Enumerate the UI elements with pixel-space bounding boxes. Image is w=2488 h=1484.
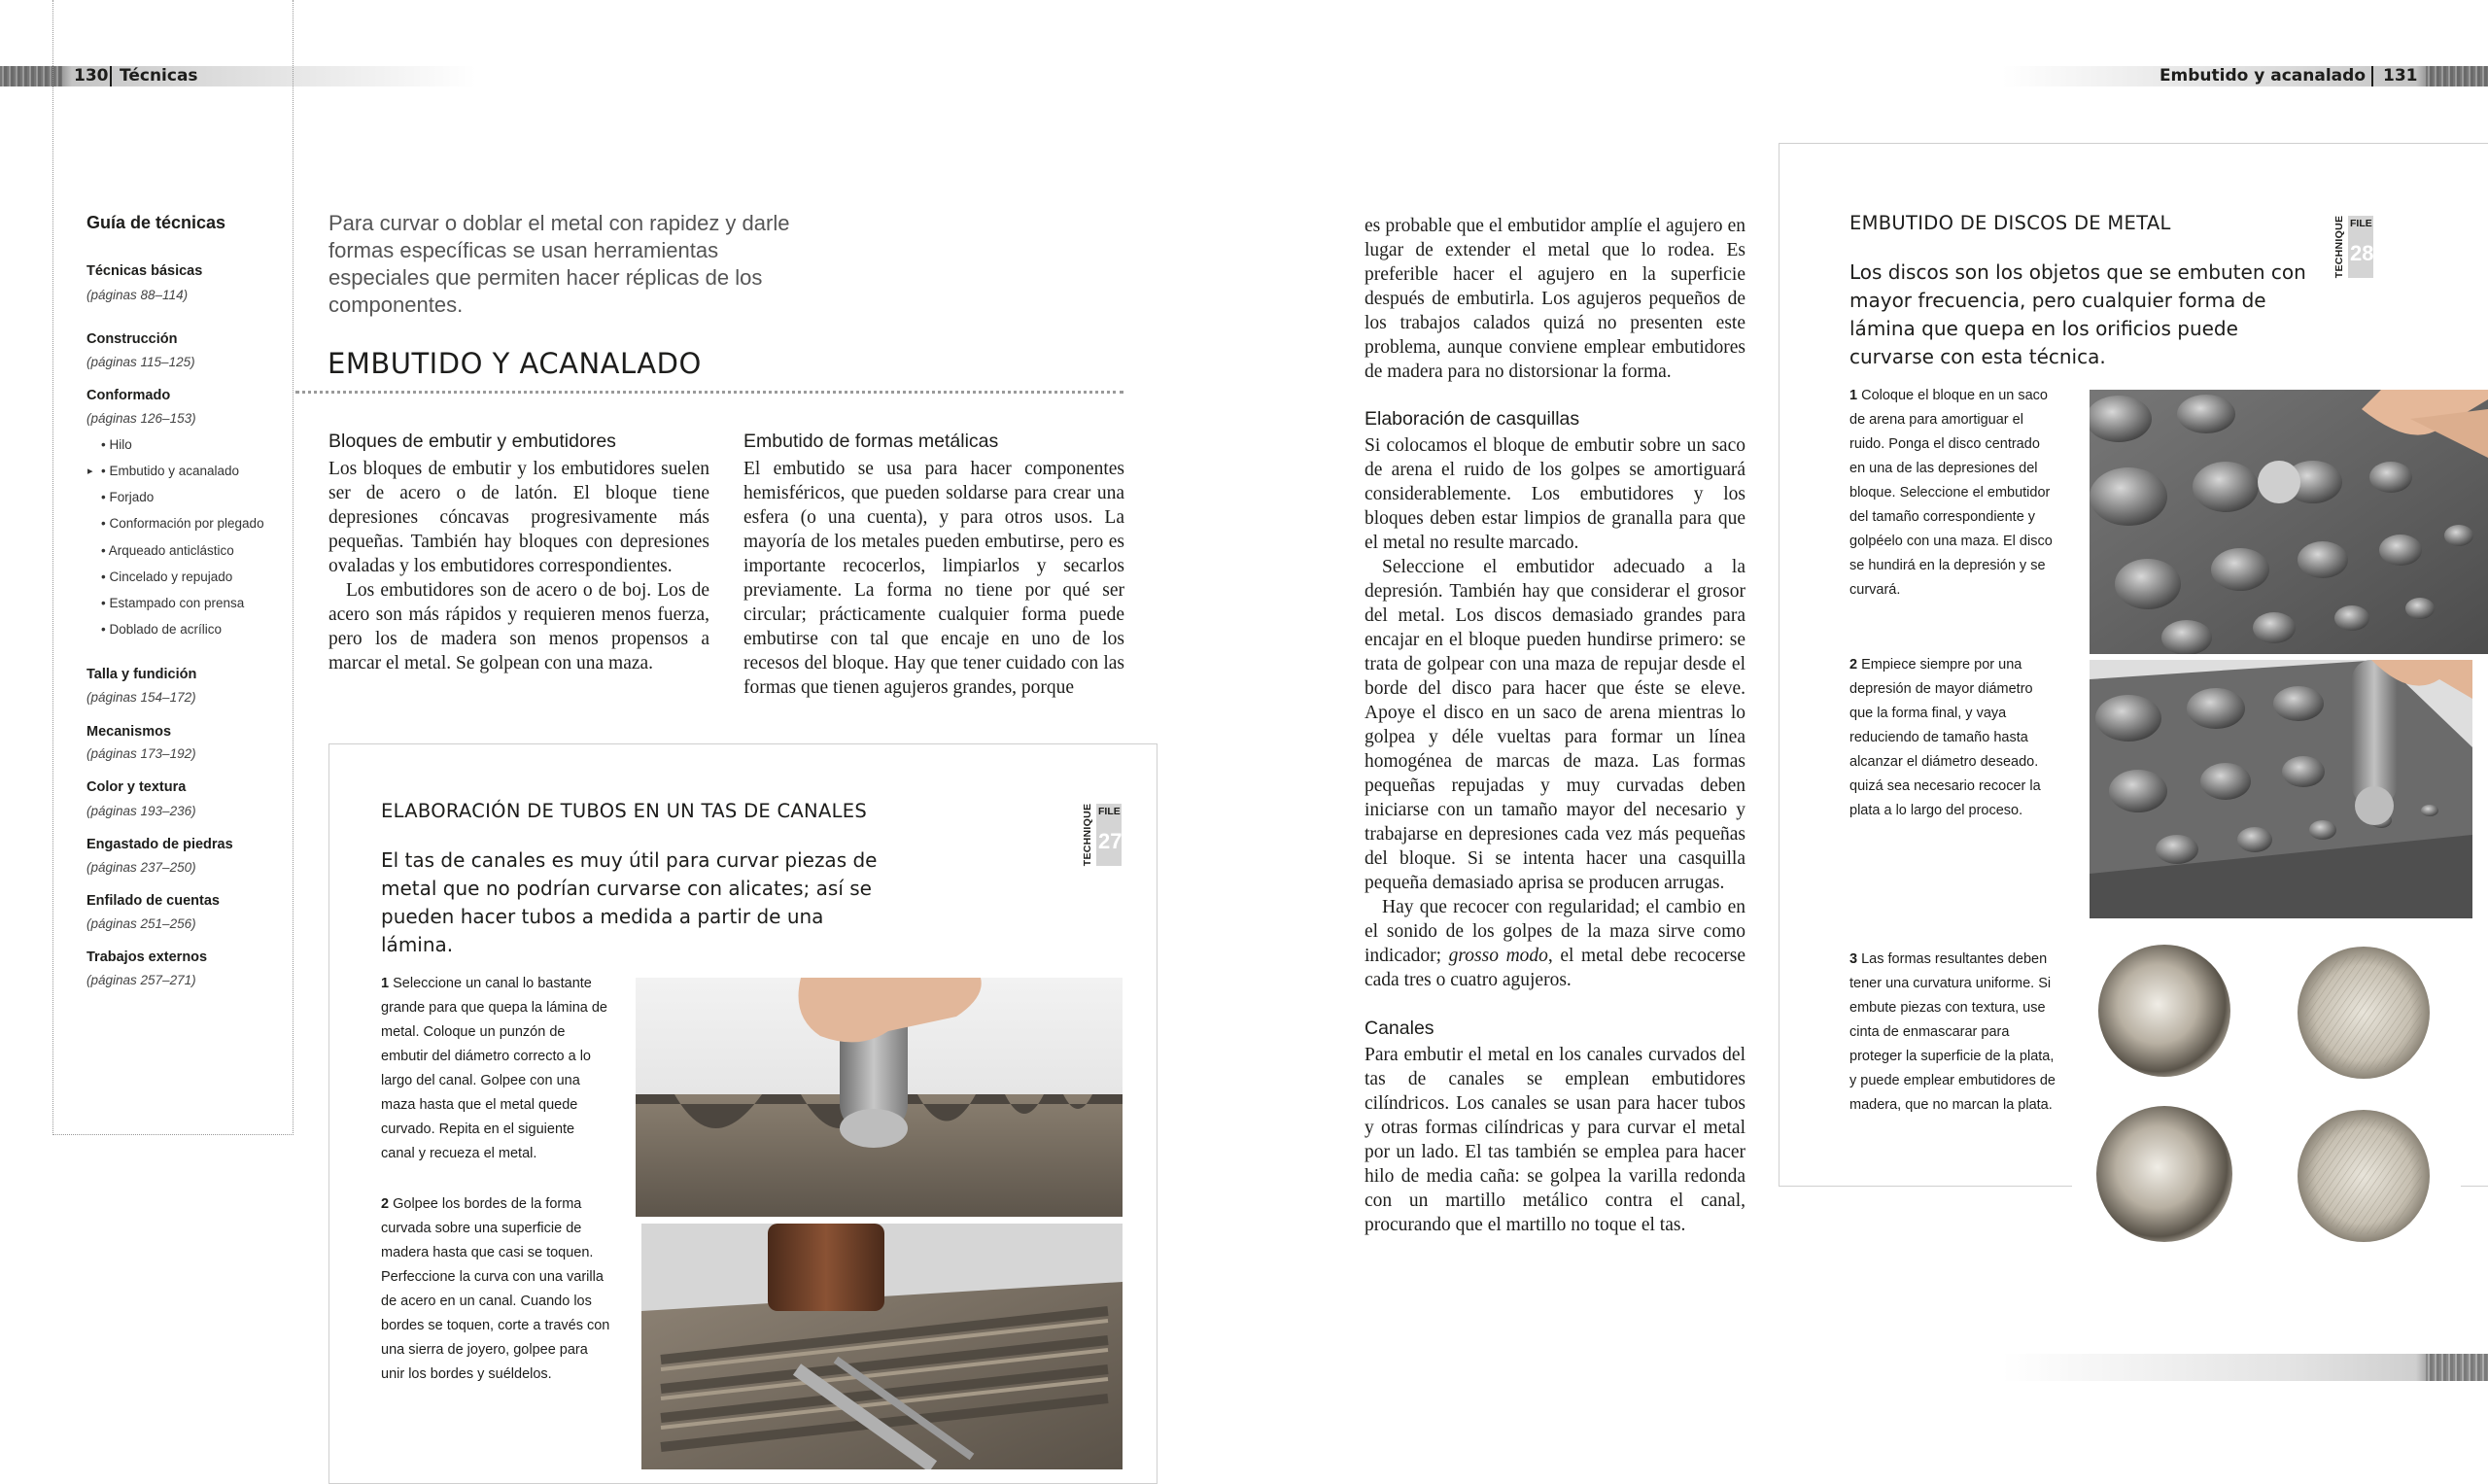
col3-paragraph: Para embutir el metal en los canales curvados del tas de canales se emplean embutidores cilíndricos. Los canales se usan para hacer tubos y otras formas cilíndricas y para curvar el metal por un lado. El tas también se emplea para hacer hilo de media caña: se golpea la varilla redonda con un martillo metálico contra el canal, procurando que el martillo no toque el tas.: [1365, 1045, 1745, 1235]
sidebar-subitem-cincelado[interactable]: • Cincelado y repujado: [101, 569, 233, 584]
sidebar-item-engastado[interactable]: Engastado de piedras: [86, 837, 233, 852]
photo-dapping-block-punch: [2090, 660, 2472, 918]
box27-step-2: [381, 1192, 610, 1387]
col3-body-canales: [1365, 1043, 1745, 1237]
sidebar-item-tecnicas-basicas[interactable]: Técnicas básicas: [86, 263, 203, 279]
left-page-number: 130: [74, 66, 109, 86]
col2-heading: Embutido de formas metálicas: [743, 431, 999, 452]
sidebar-item-talla[interactable]: Talla y fundición: [86, 667, 197, 682]
col3-text: Hay que recocer con regularidad; el cambio en el sonido de los golpes de la maza sirve como indicador;: [1365, 897, 1745, 966]
sidebar-item-color[interactable]: Color y textura: [86, 779, 187, 795]
channel-block-mallet-illustration: [641, 1224, 1123, 1469]
step-text: Coloque el bloque en un saco de arena para amortiguar el ruido. Ponga el disco centrado en una de las depresiones del bloque. Seleccione el embutidor del tamaño correspondiente y golpéelo con una maza. El disco se hundirá en la depresión y se curvará.: [1849, 388, 2053, 598]
col3-heading-casquillas: Elaboración de casquillas: [1365, 408, 1580, 430]
sidebar-pages: (páginas 126–153): [86, 411, 196, 426]
photo-swage-block-punch: [636, 978, 1123, 1217]
photo-domed-discs: [2072, 933, 2461, 1259]
sidebar-item-construccion[interactable]: Construcción: [86, 331, 178, 347]
sidebar-subitem-embutido[interactable]: • Embutido y acanalado: [101, 464, 240, 478]
footer-bar-right: [2002, 1354, 2488, 1381]
sidebar-pages: (páginas 88–114): [86, 288, 189, 302]
dapping-block-illustration: [2090, 390, 2488, 654]
sidebar-title: Guía de técnicas: [86, 213, 226, 232]
sidebar-pages: (páginas 115–125): [86, 355, 195, 369]
domed-discs-illustration: [2072, 933, 2461, 1259]
sidebar-pages: (páginas 251–256): [86, 916, 196, 931]
dapping-block-punch-illustration: [2090, 660, 2472, 918]
col3-paragraph: Seleccione el embutidor adecuado a la depresión. También hay que considerar el grosor del metal. Los discos demasiado grandes para encajar en el bloque pueden hundirse primero: se trata de golpear con una maza de repujar desde el borde del disco para hacer que éste se eleve. Apoye el disco en un saco de arena mientras lo golpea y déle vueltas para formar un línea homogénea de marcas de maza. Las formas pequeñas repujadas y muy curvadas deben iniciarse con un tamaño mayor del necesario y trabajarse en depresiones cada vez más pequeñas del bloque. Si se intenta hacer una casquilla pequeña demasiado aprisa se producen arrugas.: [1365, 557, 1745, 893]
col1-paragraph: Los embutidores son de acero o de boj. Los de acero son más rápidos y requieren menos fuerza, pero los de madera son menos propensos a marcar el metal. Se golpean con una maza.: [328, 580, 709, 673]
col3-paragraph: Si colocamos el bloque de embutir sobre un saco de arena el ruido de los golpes se amortiguará considerablemente. Los embutidores y los bloques deben estar limpios de granalla para que el metal no resulte marcado.: [1365, 435, 1745, 553]
swage-block-punch-illustration: [636, 978, 1123, 1217]
technique-file-tab-28: [2331, 216, 2373, 278]
box28-lead: Los discos son los objetos que se embuten con mayor frecuencia, pero cualquier forma de lámina que quepa en los orificios puede curvarse con esta técnica.: [1849, 260, 2306, 368]
section-divider: [295, 391, 1123, 394]
col3-heading-canales: Canales: [1365, 1018, 1434, 1039]
sidebar-item-conformado[interactable]: Conformado: [86, 388, 171, 403]
file-label: FILE: [2350, 218, 2372, 229]
file-number: 27: [1098, 829, 1123, 853]
sidebar-item-trabajos[interactable]: Trabajos externos: [86, 949, 208, 965]
intro-paragraph: Para curvar o doblar el metal con rapidez y darle formas específicas se usan herramientas especiales que permiten hacer réplicas de los componentes.: [328, 211, 790, 317]
step-text: Empiece siempre por una depresión de mayor diámetro que la forma final, y vaya reduciendo de tamaño hasta alcanzar el diámetro deseado. quizá sea necesario recocer la plata a lo largo del proceso.: [1849, 657, 2041, 818]
step-number: 1: [1849, 388, 1858, 403]
sidebar-subitem-acrilico[interactable]: • Doblado de acrílico: [101, 622, 223, 637]
step-text: Las formas resultantes deben tener una curvatura uniforme. Si embute piezas con textura, use cinta de enmascarar para proteger la superficie de la plata, y puede emplear embutidores de madera, que no marcan la plata.: [1849, 951, 2056, 1113]
left-running-title: Técnicas: [120, 66, 198, 86]
sidebar-pages: (páginas 257–271): [86, 973, 196, 987]
col2-paragraph: El embutido se usa para hacer componentes hemisféricos, que pueden soldarse para crear una esfera (o una cuenta), y para otros usos. La mayoría de los metales pueden embutirse, pero es importante recocerlos, limpiarlos y secarlos previamente. La forma no tiene por qué ser circular; prácticamente cualquier forma puede embutirse con tal que encaje en uno de los recesos del bloque. Hay que tener cuidado con las formas que tienen agujeros grandes, porque: [743, 459, 1124, 698]
col3-paragraph: es probable que el embutidor amplíe el agujero en lugar de extender el metal que lo rodea. Es preferible hacer el agujero en la superficie después de embutirla. Los agujeros pequeños de los trabajos calados quizá no presenten este problema, aunque conviene emplear embutidores de madera para no distorsionar la forma.: [1365, 216, 1745, 382]
sidebar-pages: (páginas 193–236): [86, 804, 196, 818]
sidebar-pages: (páginas 237–250): [86, 860, 196, 875]
active-marker-icon: ▸: [87, 466, 93, 477]
col3-text: , el metal debe recocerse cada tres o cuatro agujeros.: [1365, 946, 1745, 990]
step-number: 3: [1849, 951, 1858, 967]
col1-body: [328, 457, 709, 675]
sidebar-item-mecanismos[interactable]: Mecanismos: [86, 724, 172, 740]
sidebar-item-enfilado[interactable]: Enfilado de cuentas: [86, 893, 220, 909]
section-title: EMBUTIDO Y ACANALADO: [328, 347, 702, 380]
box27-title: ELABORACIÓN DE TUBOS EN UN TAS DE CANALES: [381, 800, 868, 822]
technique-label: TECHNIQUE: [1082, 803, 1093, 867]
col2-body: [743, 457, 1124, 700]
technique-file-tab-27: [1079, 804, 1122, 866]
sidebar-subitem-hilo[interactable]: • Hilo: [101, 437, 132, 452]
col1-heading: Bloques de embutir y embutidores: [328, 431, 616, 452]
step-number: 2: [1849, 657, 1858, 673]
file-number: 28: [2350, 241, 2374, 265]
box27-lead: El tas de canales es muy útil para curvar piezas de metal que no podrían curvarse con alicates; así se pueden hacer tubos a medida a partir de una lámina.: [381, 848, 878, 956]
sidebar-subitem-plegado[interactable]: • Conformación por plegado: [101, 516, 264, 531]
sidebar-subitem-forjado[interactable]: • Forjado: [101, 490, 155, 504]
right-running-title: Embutido y acanalado: [2159, 66, 2366, 86]
step-number: 1: [381, 976, 390, 991]
box27-step-1: [381, 972, 610, 1166]
sidebar-pages: (páginas 173–192): [86, 746, 196, 761]
step-text: Golpee los bordes de la forma curvada sobre una superficie de madera hasta que casi se toquen. Perfeccione la curva con una varilla de acero en un canal. Cuando los bordes se toquen, corte a través con una sierra de joyero, golpee para unir los bordes y suéldelos.: [381, 1196, 610, 1382]
box28-step-3: [1849, 948, 2057, 1118]
step-text: Seleccione un canal lo bastante grande para que quepa la lámina de metal. Coloque un punzón de embutir del diámetro correcto a lo largo del canal. Golpee con una maza hasta que el metal quede curvado. Repita en el siguiente canal y recueza el metal.: [381, 976, 607, 1161]
step-number: 2: [381, 1196, 390, 1212]
col1-paragraph: Los bloques de embutir y los embutidores suelen ser de acero o de latón. El bloque tiene depresiones cóncavas progresivamente más pequeñas. También hay bloques con depresiones ovaladas y los embutidores correspondientes.: [328, 459, 709, 576]
box28-step-1: [1849, 384, 2054, 603]
box28-step-2: [1849, 653, 2054, 823]
right-page-number: 131: [2383, 66, 2418, 86]
technique-label: TECHNIQUE: [2333, 215, 2345, 279]
photo-dapping-block-hand: [2090, 390, 2488, 654]
box28-title: EMBUTIDO DE DISCOS DE METAL: [1849, 212, 2171, 234]
sidebar-pages: (páginas 154–172): [86, 690, 196, 705]
file-label: FILE: [1098, 806, 1121, 817]
col3-italic: grosso modo: [1448, 946, 1548, 966]
sidebar-subitem-estampado[interactable]: • Estampado con prensa: [101, 596, 245, 610]
header-divider-right: [2371, 66, 2373, 86]
col3-paragraph: [1365, 895, 1745, 992]
photo-channel-block-mallet: [641, 1224, 1123, 1469]
sidebar-subitem-anticlastico[interactable]: • Arqueado anticlástico: [101, 543, 234, 558]
col3-body-top: [1365, 214, 1745, 384]
col3-body-casquillas: [1365, 433, 1745, 992]
